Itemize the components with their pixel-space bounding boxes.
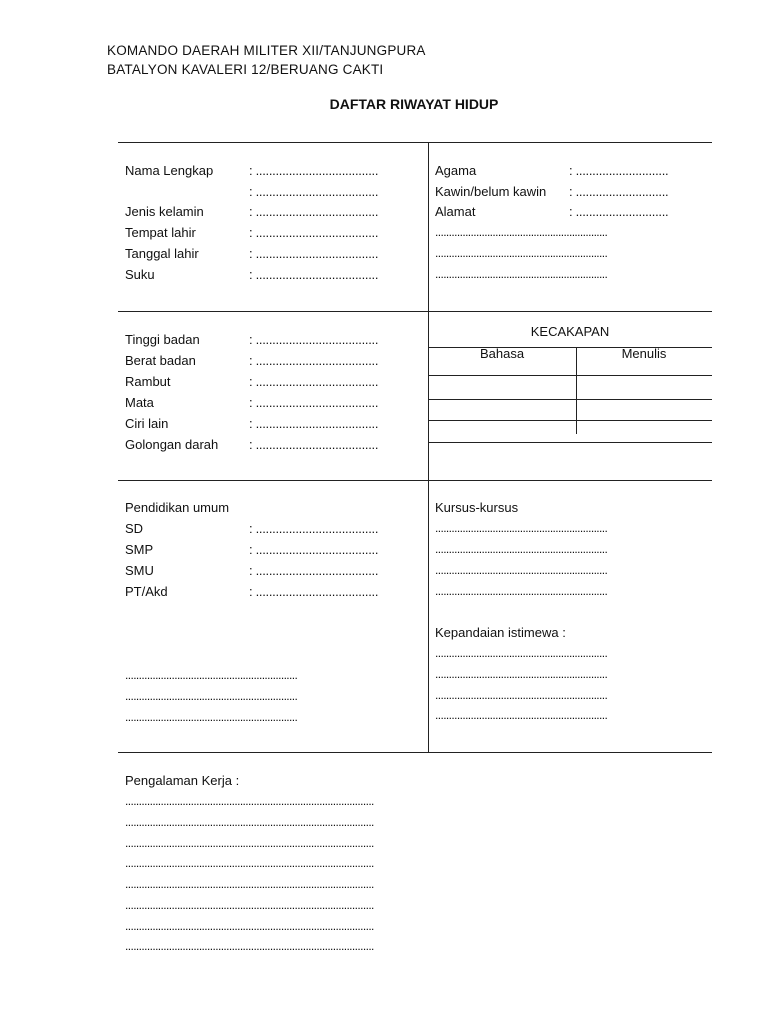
skills-title: KECAKAPAN bbox=[530, 324, 610, 339]
field-tempat-lahir[interactable]: : ..................................... bbox=[249, 225, 379, 240]
field-tinggi-badan[interactable]: : ..................................... bbox=[249, 332, 379, 347]
field-mata[interactable]: : ..................................... bbox=[249, 395, 379, 410]
experience-line-2[interactable]: ........................................................................................... bbox=[125, 815, 374, 829]
label-mata: Mata bbox=[125, 395, 154, 410]
courses-line-1[interactable]: ............................................................... bbox=[435, 521, 608, 535]
field-kawin[interactable]: : ............................ bbox=[569, 184, 669, 199]
label-sd: SD bbox=[125, 521, 144, 536]
education-extra-line-2[interactable]: ............................................................... bbox=[125, 689, 298, 703]
experience-title: Pengalaman Kerja : bbox=[125, 773, 240, 788]
courses-title: Kursus-kursus bbox=[435, 500, 519, 515]
courses-line-4[interactable]: ............................................................... bbox=[435, 584, 608, 598]
label-rambut: Rambut bbox=[125, 374, 171, 389]
education-extra-line-1[interactable]: ............................................................... bbox=[125, 668, 298, 682]
header-line-1: KOMANDO DAERAH MILITER XII/TANJUNGPURA bbox=[107, 43, 426, 58]
field-golongan-darah[interactable]: : ..................................... bbox=[249, 437, 379, 452]
special-title: Kepandaian istimewa : bbox=[435, 625, 566, 640]
label-suku: Suku bbox=[125, 267, 155, 282]
skills-col-bahasa: Bahasa bbox=[479, 346, 525, 361]
field-smu[interactable]: : ..................................... bbox=[249, 563, 379, 578]
label-ciri-lain: Ciri lain bbox=[125, 416, 169, 431]
skills-row-line-4 bbox=[428, 442, 712, 443]
field-suku[interactable]: : ..................................... bbox=[249, 267, 379, 282]
label-agama: Agama bbox=[435, 163, 477, 178]
experience-line-7[interactable]: ........................................................................................... bbox=[125, 919, 374, 933]
label-golongan-darah: Golongan darah bbox=[125, 437, 219, 452]
special-line-4[interactable]: ............................................................... bbox=[435, 708, 608, 722]
field-tanggal-lahir[interactable]: : ..................................... bbox=[249, 246, 379, 261]
label-tanggal-lahir: Tanggal lahir bbox=[125, 246, 199, 261]
courses-line-2[interactable]: ............................................................... bbox=[435, 542, 608, 556]
education-extra-line-3[interactable]: ............................................................... bbox=[125, 710, 298, 724]
center-divider bbox=[428, 142, 429, 752]
field-agama[interactable]: : ............................ bbox=[569, 163, 669, 178]
experience-line-5[interactable]: ........................................................................................... bbox=[125, 877, 374, 891]
special-line-2[interactable]: ............................................................... bbox=[435, 667, 608, 681]
label-tempat-lahir: Tempat lahir bbox=[125, 225, 196, 240]
field-alamat[interactable]: : ............................ bbox=[569, 204, 669, 219]
skills-row-line-1 bbox=[428, 375, 712, 376]
courses-line-3[interactable]: ............................................................... bbox=[435, 563, 608, 577]
field-jenis-kelamin[interactable]: : ..................................... bbox=[249, 204, 379, 219]
skills-row-line-2 bbox=[428, 399, 712, 400]
field-berat-badan[interactable]: : ..................................... bbox=[249, 353, 379, 368]
divider-physical bbox=[118, 480, 712, 481]
label-alamat: Alamat bbox=[435, 204, 476, 219]
special-line-3[interactable]: ............................................................... bbox=[435, 688, 608, 702]
field-pt-akd[interactable]: : ..................................... bbox=[249, 584, 379, 599]
divider-top bbox=[118, 142, 712, 143]
label-smu: SMU bbox=[125, 563, 154, 578]
header-line-2: BATALYON KAVALERI 12/BERUANG CAKTI bbox=[107, 62, 384, 77]
label-smp: SMP bbox=[125, 542, 154, 557]
label-berat-badan: Berat badan bbox=[125, 353, 196, 368]
field-alamat-line-2[interactable]: ............................................................... bbox=[435, 246, 608, 260]
divider-personal bbox=[118, 311, 712, 312]
label-pt-akd: PT/Akd bbox=[125, 584, 168, 599]
document-title: DAFTAR RIWAYAT HIDUP bbox=[329, 96, 499, 112]
experience-line-6[interactable]: ........................................................................................... bbox=[125, 898, 374, 912]
experience-line-8[interactable]: ........................................................................................... bbox=[125, 939, 374, 953]
label-tinggi-badan: Tinggi badan bbox=[125, 332, 200, 347]
field-alamat-line-3[interactable]: ............................................................... bbox=[435, 267, 608, 281]
experience-line-3[interactable]: ........................................................................................... bbox=[125, 836, 374, 850]
field-alamat-line-1[interactable]: ............................................................... bbox=[435, 225, 608, 239]
special-line-1[interactable]: ............................................................... bbox=[435, 646, 608, 660]
skills-col-menulis: Menulis bbox=[621, 346, 667, 361]
experience-line-4[interactable]: ........................................................................................... bbox=[125, 856, 374, 870]
skills-row-line-3 bbox=[428, 420, 712, 421]
field-sd[interactable]: : ..................................... bbox=[249, 521, 379, 536]
field-nama-lengkap-2[interactable]: : ..................................... bbox=[249, 184, 379, 199]
field-rambut[interactable]: : ..................................... bbox=[249, 374, 379, 389]
field-ciri-lain[interactable]: : ..................................... bbox=[249, 416, 379, 431]
divider-education bbox=[118, 752, 712, 753]
label-nama-lengkap: Nama Lengkap bbox=[125, 163, 214, 178]
label-jenis-kelamin: Jenis kelamin bbox=[125, 204, 204, 219]
label-kawin: Kawin/belum kawin bbox=[435, 184, 547, 199]
experience-line-1[interactable]: ........................................................................................... bbox=[125, 794, 374, 808]
education-title: Pendidikan umum bbox=[125, 500, 230, 515]
field-nama-lengkap[interactable]: : ..................................... bbox=[249, 163, 379, 178]
field-smp[interactable]: : ..................................... bbox=[249, 542, 379, 557]
